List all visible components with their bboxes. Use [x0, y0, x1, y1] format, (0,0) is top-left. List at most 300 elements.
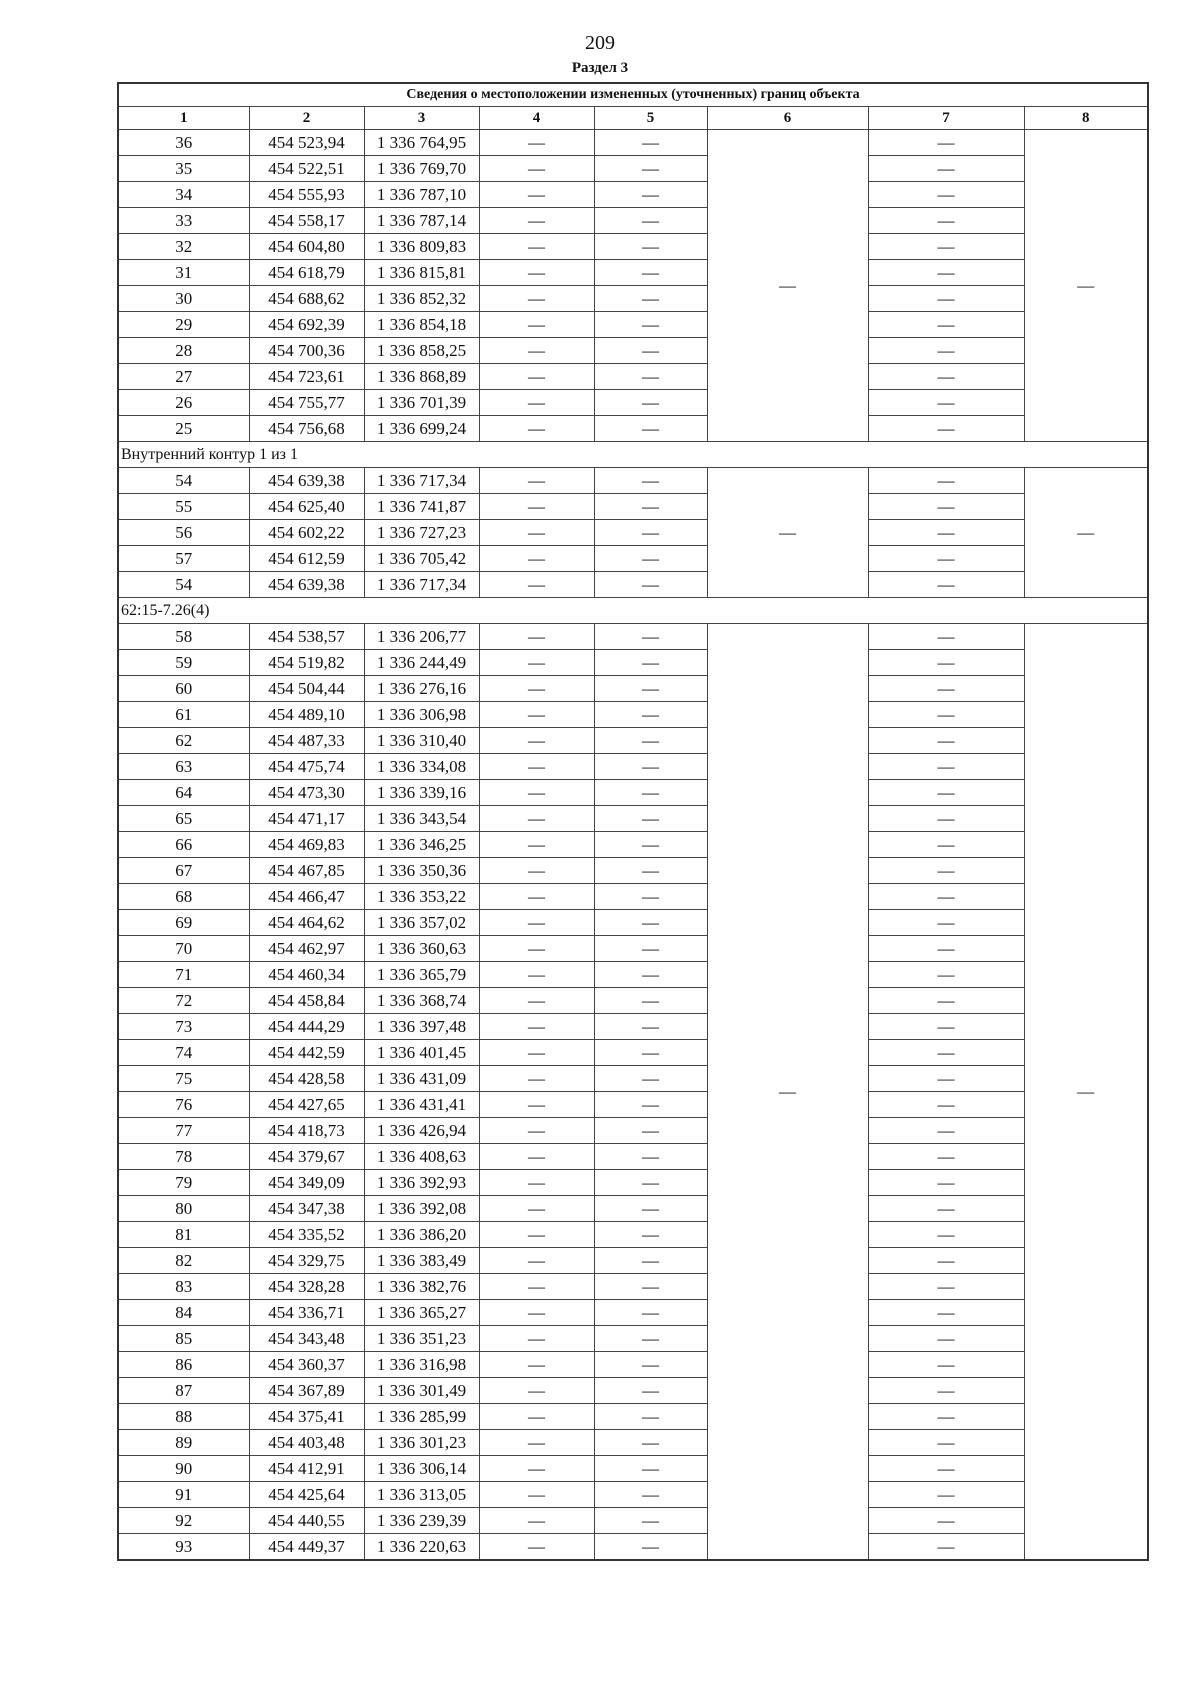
point-number: 58 [118, 624, 249, 650]
y-coordinate: 1 336 787,14 [364, 208, 479, 234]
point-number: 90 [118, 1456, 249, 1482]
dash-cell: — [479, 780, 594, 806]
dash-cell: — [594, 858, 707, 884]
contour-label-row [118, 598, 1148, 624]
dash-cell: — [868, 1274, 1024, 1300]
x-coordinate: 454 449,37 [249, 1534, 364, 1561]
dash-cell: — [594, 416, 707, 442]
dash-cell: — [594, 962, 707, 988]
dash-cell: — [594, 338, 707, 364]
dash-cell: — [868, 1326, 1024, 1352]
x-coordinate: 454 440,55 [249, 1508, 364, 1534]
point-number: 27 [118, 364, 249, 390]
point-number: 79 [118, 1170, 249, 1196]
dash-cell: — [594, 650, 707, 676]
contour-label: Внутренний контур 1 из 1 [118, 442, 1148, 468]
point-number: 55 [118, 494, 249, 520]
dash-cell: — [868, 780, 1024, 806]
dash-cell: — [594, 494, 707, 520]
table-row [118, 806, 1148, 832]
table-row [118, 1040, 1148, 1066]
y-coordinate: 1 336 717,34 [364, 468, 479, 494]
dash-cell: — [868, 260, 1024, 286]
x-coordinate: 454 558,17 [249, 208, 364, 234]
y-coordinate: 1 336 426,94 [364, 1118, 479, 1144]
dash-cell: — [594, 1404, 707, 1430]
table-row [118, 1222, 1148, 1248]
point-number: 61 [118, 702, 249, 728]
dash-cell: — [479, 1404, 594, 1430]
point-number: 76 [118, 1092, 249, 1118]
dash-cell: — [868, 884, 1024, 910]
table-row [118, 1482, 1148, 1508]
y-coordinate: 1 336 401,45 [364, 1040, 479, 1066]
y-coordinate: 1 336 351,23 [364, 1326, 479, 1352]
dash-cell: — [594, 1508, 707, 1534]
dash-cell: — [868, 1534, 1024, 1561]
x-coordinate: 454 442,59 [249, 1040, 364, 1066]
x-coordinate: 454 639,38 [249, 468, 364, 494]
dash-cell: — [868, 130, 1024, 156]
y-coordinate: 1 336 301,23 [364, 1430, 479, 1456]
dash-cell: — [594, 260, 707, 286]
dash-cell: — [868, 1092, 1024, 1118]
merged-dash-cell: — [1024, 130, 1148, 442]
dash-cell: — [868, 650, 1024, 676]
x-coordinate: 454 444,29 [249, 1014, 364, 1040]
dash-cell: — [868, 208, 1024, 234]
dash-cell: — [868, 416, 1024, 442]
dash-cell: — [868, 988, 1024, 1014]
dash-cell: — [479, 1248, 594, 1274]
table-row [118, 832, 1148, 858]
column-number-row [118, 107, 1148, 130]
table-row [118, 1014, 1148, 1040]
x-coordinate: 454 343,48 [249, 1326, 364, 1352]
table-row [118, 1248, 1148, 1274]
x-coordinate: 454 425,64 [249, 1482, 364, 1508]
point-number: 93 [118, 1534, 249, 1561]
x-coordinate: 454 458,84 [249, 988, 364, 1014]
column-number: 4 [479, 107, 594, 130]
y-coordinate: 1 336 741,87 [364, 494, 479, 520]
dash-cell: — [479, 1378, 594, 1404]
x-coordinate: 454 471,17 [249, 806, 364, 832]
dash-cell: — [594, 1118, 707, 1144]
dash-cell: — [868, 1508, 1024, 1534]
x-coordinate: 454 412,91 [249, 1456, 364, 1482]
dash-cell: — [594, 1378, 707, 1404]
merged-dash-cell: — [707, 624, 868, 1561]
x-coordinate: 454 464,62 [249, 910, 364, 936]
x-coordinate: 454 473,30 [249, 780, 364, 806]
dash-cell: — [868, 572, 1024, 598]
dash-cell: — [594, 234, 707, 260]
dash-cell: — [868, 234, 1024, 260]
dash-cell: — [868, 1118, 1024, 1144]
dash-cell: — [594, 1326, 707, 1352]
y-coordinate: 1 336 392,93 [364, 1170, 479, 1196]
dash-cell: — [479, 858, 594, 884]
dash-cell: — [594, 780, 707, 806]
dash-cell: — [868, 1222, 1024, 1248]
dash-cell: — [479, 910, 594, 936]
dash-cell: — [868, 806, 1024, 832]
y-coordinate: 1 336 431,41 [364, 1092, 479, 1118]
y-coordinate: 1 336 334,08 [364, 754, 479, 780]
point-number: 57 [118, 546, 249, 572]
dash-cell: — [868, 546, 1024, 572]
dash-cell: — [479, 1430, 594, 1456]
dash-cell: — [479, 702, 594, 728]
dash-cell: — [594, 1170, 707, 1196]
dash-cell: — [594, 1092, 707, 1118]
point-number: 60 [118, 676, 249, 702]
point-number: 73 [118, 1014, 249, 1040]
table-row [118, 1508, 1148, 1534]
table-row [118, 702, 1148, 728]
dash-cell: — [868, 1066, 1024, 1092]
y-coordinate: 1 336 769,70 [364, 156, 479, 182]
dash-cell: — [594, 1534, 707, 1561]
x-coordinate: 454 555,93 [249, 182, 364, 208]
y-coordinate: 1 336 699,24 [364, 416, 479, 442]
point-number: 32 [118, 234, 249, 260]
dash-cell: — [594, 832, 707, 858]
point-number: 83 [118, 1274, 249, 1300]
point-number: 30 [118, 286, 249, 312]
dash-cell: — [479, 1144, 594, 1170]
dash-cell: — [594, 728, 707, 754]
dash-cell: — [594, 546, 707, 572]
y-coordinate: 1 336 365,79 [364, 962, 479, 988]
y-coordinate: 1 336 431,09 [364, 1066, 479, 1092]
table-row [118, 312, 1148, 338]
dash-cell: — [479, 1170, 594, 1196]
dash-cell: — [868, 1248, 1024, 1274]
dash-cell: — [479, 962, 594, 988]
x-coordinate: 454 755,77 [249, 390, 364, 416]
x-coordinate: 454 328,28 [249, 1274, 364, 1300]
dash-cell: — [479, 494, 594, 520]
point-number: 71 [118, 962, 249, 988]
dash-cell: — [479, 1014, 594, 1040]
point-number: 92 [118, 1508, 249, 1534]
dash-cell: — [594, 286, 707, 312]
column-number: 3 [364, 107, 479, 130]
table-row [118, 338, 1148, 364]
dash-cell: — [479, 1196, 594, 1222]
point-number: 35 [118, 156, 249, 182]
y-coordinate: 1 336 727,23 [364, 520, 479, 546]
dash-cell: — [479, 1092, 594, 1118]
dash-cell: — [479, 832, 594, 858]
y-coordinate: 1 336 276,16 [364, 676, 479, 702]
dash-cell: — [594, 1482, 707, 1508]
dash-cell: — [479, 312, 594, 338]
point-number: 59 [118, 650, 249, 676]
column-number: 8 [1024, 107, 1148, 130]
x-coordinate: 454 487,33 [249, 728, 364, 754]
y-coordinate: 1 336 301,49 [364, 1378, 479, 1404]
dash-cell: — [594, 1196, 707, 1222]
dash-cell: — [868, 1352, 1024, 1378]
dash-cell: — [594, 1014, 707, 1040]
x-coordinate: 454 329,75 [249, 1248, 364, 1274]
dash-cell: — [479, 468, 594, 494]
y-coordinate: 1 336 386,20 [364, 1222, 479, 1248]
x-coordinate: 454 335,52 [249, 1222, 364, 1248]
point-number: 25 [118, 416, 249, 442]
dash-cell: — [594, 364, 707, 390]
point-number: 81 [118, 1222, 249, 1248]
merged-dash-cell: — [1024, 624, 1148, 1561]
page-number: 209 [585, 32, 615, 54]
point-number: 67 [118, 858, 249, 884]
table-row [118, 416, 1148, 442]
table-row [118, 962, 1148, 988]
dash-cell: — [479, 728, 594, 754]
point-number: 69 [118, 910, 249, 936]
x-coordinate: 454 427,65 [249, 1092, 364, 1118]
section-label: Раздел 3 [571, 60, 629, 76]
point-number: 84 [118, 1300, 249, 1326]
dash-cell: — [594, 572, 707, 598]
x-coordinate: 454 347,38 [249, 1196, 364, 1222]
y-coordinate: 1 336 868,89 [364, 364, 479, 390]
dash-cell: — [479, 624, 594, 650]
dash-cell: — [594, 208, 707, 234]
dash-cell: — [479, 1040, 594, 1066]
x-coordinate: 454 612,59 [249, 546, 364, 572]
table-row [118, 1430, 1148, 1456]
y-coordinate: 1 336 764,95 [364, 130, 479, 156]
dash-cell: — [479, 520, 594, 546]
dash-cell: — [479, 182, 594, 208]
x-coordinate: 454 467,85 [249, 858, 364, 884]
table-row [118, 1300, 1148, 1326]
dash-cell: — [868, 910, 1024, 936]
point-number: 54 [118, 572, 249, 598]
x-coordinate: 454 618,79 [249, 260, 364, 286]
point-number: 77 [118, 1118, 249, 1144]
dash-cell: — [479, 650, 594, 676]
dash-cell: — [479, 1352, 594, 1378]
x-coordinate: 454 475,74 [249, 754, 364, 780]
dash-cell: — [479, 1508, 594, 1534]
dash-cell: — [479, 1456, 594, 1482]
dash-cell: — [594, 936, 707, 962]
y-coordinate: 1 336 244,49 [364, 650, 479, 676]
dash-cell: — [868, 156, 1024, 182]
x-coordinate: 454 460,34 [249, 962, 364, 988]
dash-cell: — [479, 806, 594, 832]
table-row [118, 1456, 1148, 1482]
x-coordinate: 454 625,40 [249, 494, 364, 520]
dash-cell: — [479, 364, 594, 390]
x-coordinate: 454 489,10 [249, 702, 364, 728]
y-coordinate: 1 336 382,76 [364, 1274, 479, 1300]
dash-cell: — [868, 1430, 1024, 1456]
point-number: 34 [118, 182, 249, 208]
point-number: 29 [118, 312, 249, 338]
dash-cell: — [594, 754, 707, 780]
dash-cell: — [479, 390, 594, 416]
table-row [118, 910, 1148, 936]
merged-dash-cell: — [1024, 468, 1148, 598]
x-coordinate: 454 504,44 [249, 676, 364, 702]
column-number: 7 [868, 107, 1024, 130]
column-number: 2 [249, 107, 364, 130]
point-number: 85 [118, 1326, 249, 1352]
dash-cell: — [868, 832, 1024, 858]
table-row [118, 390, 1148, 416]
table-row [118, 676, 1148, 702]
dash-cell: — [868, 702, 1024, 728]
dash-cell: — [594, 702, 707, 728]
table-row [118, 650, 1148, 676]
table-row [118, 1274, 1148, 1300]
dash-cell: — [868, 936, 1024, 962]
y-coordinate: 1 336 852,32 [364, 286, 479, 312]
point-number: 56 [118, 520, 249, 546]
dash-cell: — [594, 806, 707, 832]
table-row [118, 234, 1148, 260]
x-coordinate: 454 428,58 [249, 1066, 364, 1092]
dash-cell: — [868, 390, 1024, 416]
point-number: 70 [118, 936, 249, 962]
dash-cell: — [594, 624, 707, 650]
x-coordinate: 454 522,51 [249, 156, 364, 182]
point-number: 86 [118, 1352, 249, 1378]
dash-cell: — [868, 676, 1024, 702]
dash-cell: — [479, 1534, 594, 1561]
dash-cell: — [479, 260, 594, 286]
x-coordinate: 454 466,47 [249, 884, 364, 910]
dash-cell: — [479, 1482, 594, 1508]
x-coordinate: 454 418,73 [249, 1118, 364, 1144]
dash-cell: — [479, 1274, 594, 1300]
dash-cell: — [594, 988, 707, 1014]
x-coordinate: 454 602,22 [249, 520, 364, 546]
x-coordinate: 454 692,39 [249, 312, 364, 338]
dash-cell: — [594, 1456, 707, 1482]
y-coordinate: 1 336 357,02 [364, 910, 479, 936]
dash-cell: — [868, 1040, 1024, 1066]
dash-cell: — [868, 1482, 1024, 1508]
point-number: 78 [118, 1144, 249, 1170]
point-number: 91 [118, 1482, 249, 1508]
x-coordinate: 454 519,82 [249, 650, 364, 676]
dash-cell: — [868, 1014, 1024, 1040]
dash-cell: — [479, 676, 594, 702]
dash-cell: — [479, 936, 594, 962]
dash-cell: — [479, 1326, 594, 1352]
dash-cell: — [868, 1456, 1024, 1482]
x-coordinate: 454 336,71 [249, 1300, 364, 1326]
dash-cell: — [594, 1300, 707, 1326]
y-coordinate: 1 336 346,25 [364, 832, 479, 858]
x-coordinate: 454 403,48 [249, 1430, 364, 1456]
point-number: 82 [118, 1248, 249, 1274]
point-number: 89 [118, 1430, 249, 1456]
table-row [118, 1092, 1148, 1118]
table-row [118, 130, 1148, 156]
y-coordinate: 1 336 350,36 [364, 858, 479, 884]
dash-cell: — [868, 468, 1024, 494]
point-number: 54 [118, 468, 249, 494]
y-coordinate: 1 336 343,54 [364, 806, 479, 832]
dash-cell: — [479, 234, 594, 260]
table-row [118, 286, 1148, 312]
table-row [118, 780, 1148, 806]
x-coordinate: 454 375,41 [249, 1404, 364, 1430]
point-number: 64 [118, 780, 249, 806]
dash-cell: — [594, 520, 707, 546]
dash-cell: — [594, 130, 707, 156]
y-coordinate: 1 336 316,98 [364, 1352, 479, 1378]
dash-cell: — [868, 728, 1024, 754]
y-coordinate: 1 336 701,39 [364, 390, 479, 416]
table-row [118, 494, 1148, 520]
contour-label-row [118, 442, 1148, 468]
dash-cell: — [594, 1248, 707, 1274]
dash-cell: — [594, 884, 707, 910]
dash-cell: — [868, 286, 1024, 312]
dash-cell: — [479, 1222, 594, 1248]
dash-cell: — [594, 1144, 707, 1170]
y-coordinate: 1 336 383,49 [364, 1248, 479, 1274]
table-row [118, 1326, 1148, 1352]
dash-cell: — [868, 624, 1024, 650]
dash-cell: — [594, 156, 707, 182]
x-coordinate: 454 523,94 [249, 130, 364, 156]
dash-cell: — [868, 312, 1024, 338]
point-number: 88 [118, 1404, 249, 1430]
dash-cell: — [594, 1352, 707, 1378]
dash-cell: — [479, 1118, 594, 1144]
dash-cell: — [594, 468, 707, 494]
x-coordinate: 454 360,37 [249, 1352, 364, 1378]
dash-cell: — [868, 520, 1024, 546]
y-coordinate: 1 336 809,83 [364, 234, 479, 260]
dash-cell: — [868, 1144, 1024, 1170]
table-row [118, 988, 1148, 1014]
dash-cell: — [868, 1404, 1024, 1430]
y-coordinate: 1 336 239,39 [364, 1508, 479, 1534]
y-coordinate: 1 336 339,16 [364, 780, 479, 806]
dash-cell: — [594, 182, 707, 208]
table-row [118, 884, 1148, 910]
y-coordinate: 1 336 392,08 [364, 1196, 479, 1222]
y-coordinate: 1 336 854,18 [364, 312, 479, 338]
point-number: 63 [118, 754, 249, 780]
dash-cell: — [479, 988, 594, 1014]
y-coordinate: 1 336 787,10 [364, 182, 479, 208]
point-number: 31 [118, 260, 249, 286]
dash-cell: — [868, 1378, 1024, 1404]
column-number: 6 [707, 107, 868, 130]
dash-cell: — [479, 130, 594, 156]
table-row [118, 468, 1148, 494]
dash-cell: — [868, 754, 1024, 780]
dash-cell: — [479, 754, 594, 780]
y-coordinate: 1 336 353,22 [364, 884, 479, 910]
dash-cell: — [479, 338, 594, 364]
point-number: 26 [118, 390, 249, 416]
x-coordinate: 454 700,36 [249, 338, 364, 364]
table-row [118, 1144, 1148, 1170]
